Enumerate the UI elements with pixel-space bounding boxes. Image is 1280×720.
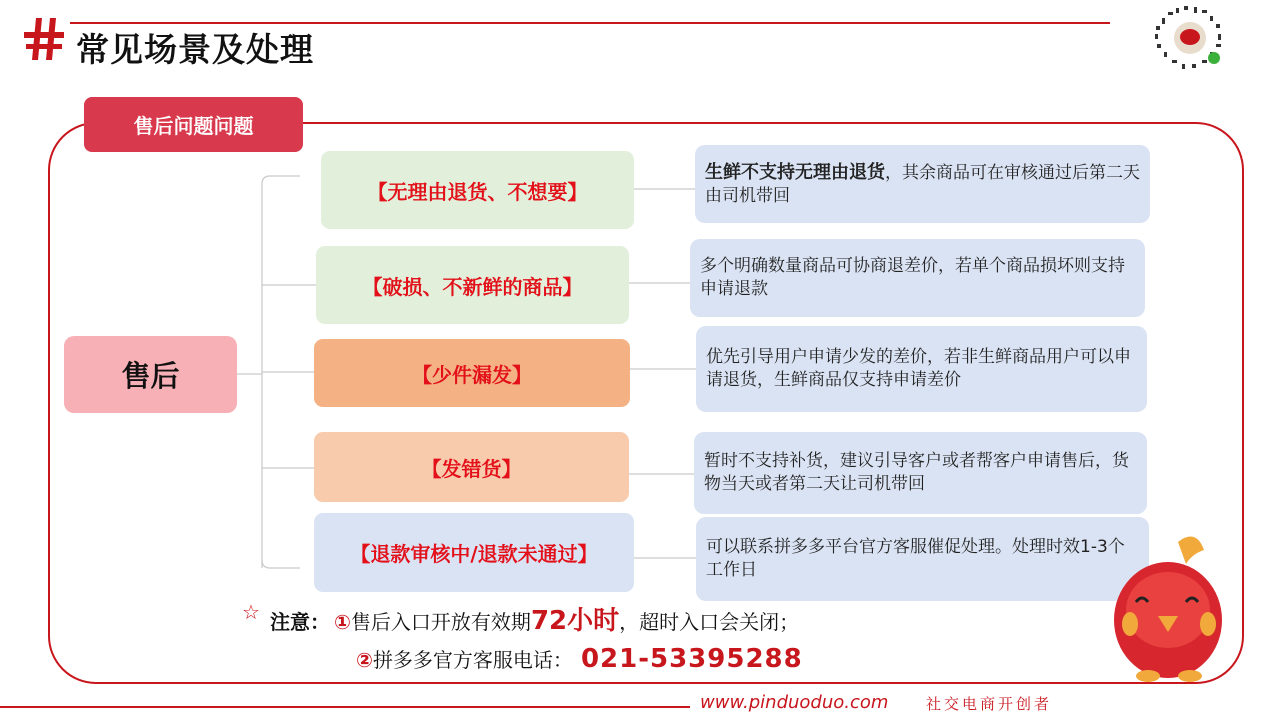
footer-url: www.pinduoduo.com <box>700 692 889 713</box>
note-2-prefix: 拼多多官方客服电话： <box>372 648 573 672</box>
answer-text: 暂时不支持补货，建议引导客户或者帮客户申请售后，货物当天或者第二天让司机带回 <box>704 451 1129 494</box>
answer-no-reason-return <box>695 145 1150 223</box>
note-1-prefix: 售后入口开放有效期 <box>350 610 531 634</box>
footer-rule <box>0 706 690 708</box>
scenario-no-reason-return: 【无理由退货、不想要】 <box>321 151 634 229</box>
section-tab: 售后问题问题 <box>84 97 303 152</box>
note-1-marker: ① <box>334 610 351 634</box>
answer-damaged-goods <box>690 239 1145 317</box>
answer-text: 可以联系拼多多平台官方客服催促处理。处理时效1-3个工作日 <box>706 537 1125 580</box>
note-line-2 <box>356 644 803 674</box>
note-1-highlight: 72小时 <box>530 606 620 636</box>
answer-refund-review <box>696 517 1149 601</box>
scenario-refund-review: 【退款审核中/退款未通过】 <box>314 513 634 592</box>
answer-text: ，其余商品可在审核通过后第二天由司机带回 <box>705 162 1140 206</box>
answer-bold-text: 生鲜不支持无理由退货 <box>705 161 885 183</box>
answer-text: 多个明确数量商品可协商退差价，若单个商品损坏则支持申请退款 <box>700 256 1125 299</box>
answer-wrong-delivery <box>694 432 1147 514</box>
root-node-after-sales: 售后 <box>64 336 237 413</box>
mascot-illustration-icon <box>1108 524 1232 684</box>
footer-slogan: 社交电商开创者 <box>926 695 1053 713</box>
scenario-wrong-delivery: 【发错货】 <box>314 432 629 502</box>
note-line-1 <box>270 600 799 637</box>
page-title: 常见场景及处理 <box>76 30 314 69</box>
scenario-damaged-goods: 【破损、不新鲜的商品】 <box>316 246 629 324</box>
scenario-missing-items: 【少件漏发】 <box>314 339 630 407</box>
answer-missing-items <box>696 326 1147 412</box>
answer-text: 优先引导用户申请少发的差价，若非生鲜商品用户可以申请退货，生鲜商品仅支持申请差价 <box>706 347 1131 390</box>
note-1-suffix: ，超时入口会关闭； <box>619 610 800 634</box>
service-phone-number: 021-53395288 <box>580 644 803 674</box>
note-2-marker: ② <box>356 648 373 672</box>
star-icon: ☆ <box>242 600 260 624</box>
note-label: 注意： <box>270 610 330 634</box>
